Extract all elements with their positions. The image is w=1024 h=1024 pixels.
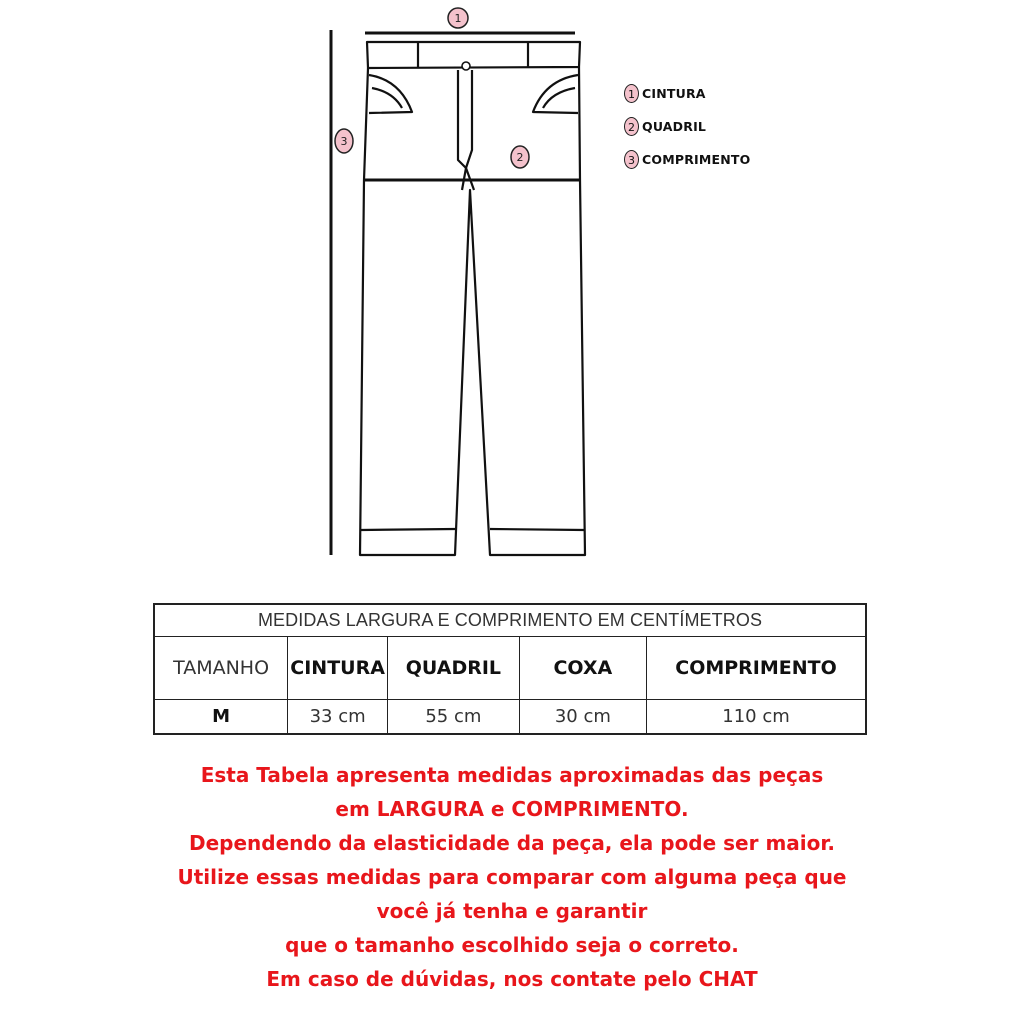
header-length: COMPRIMENTO bbox=[647, 637, 866, 700]
cell-length: 110 cm bbox=[647, 700, 866, 735]
notice-line-1: Esta Tabela apresenta medidas aproximadas das peças bbox=[200, 763, 824, 787]
marker-3 bbox=[335, 129, 353, 153]
legend-label-waist: CINTURA bbox=[642, 85, 706, 101]
legend-label-hip: QUADRIL bbox=[642, 118, 707, 134]
pants-outline bbox=[360, 42, 585, 555]
cell-waist: 33 cm bbox=[288, 700, 388, 735]
table-row bbox=[154, 700, 866, 735]
header-thigh: COXA bbox=[519, 637, 646, 700]
notice-line-5: você já tenha e garantir bbox=[376, 899, 648, 923]
marker-1 bbox=[448, 8, 468, 28]
table-header-row bbox=[154, 637, 866, 700]
legend-item-length bbox=[622, 148, 750, 170]
size-table bbox=[153, 603, 867, 735]
button-icon bbox=[462, 62, 470, 70]
legend-item-hip bbox=[622, 115, 750, 137]
legend-badge-2: 2 bbox=[624, 117, 639, 136]
legend-badge-3: 3 bbox=[624, 150, 639, 169]
notice-line-2: em LARGURA e COMPRIMENTO. bbox=[335, 797, 689, 821]
legend-item-waist bbox=[622, 82, 750, 104]
legend-badge-1: 1 bbox=[624, 84, 639, 103]
marker-2 bbox=[511, 146, 529, 168]
header-size: TAMANHO bbox=[154, 637, 288, 700]
notice-line-3: Dependendo da elasticidade da peça, ela pode ser maior. bbox=[189, 831, 835, 855]
header-waist: CINTURA bbox=[288, 637, 388, 700]
header-hip: QUADRIL bbox=[388, 637, 520, 700]
notice-line-7: Em caso de dúvidas, nos contate pelo CHAT bbox=[266, 967, 758, 991]
marker-2-label: 2 bbox=[516, 151, 524, 164]
cell-hip: 55 cm bbox=[388, 700, 520, 735]
legend-label-length: COMPRIMENTO bbox=[642, 151, 751, 167]
measurement-legend bbox=[622, 82, 750, 181]
cell-size: M bbox=[154, 700, 288, 735]
marker-1-label: 1 bbox=[454, 12, 462, 25]
notice-line-6: que o tamanho escolhido seja o correto. bbox=[285, 933, 739, 957]
marker-3-label: 3 bbox=[340, 135, 348, 148]
table-title: MEDIDAS LARGURA E COMPRIMENTO EM CENTÍMETROS bbox=[154, 604, 866, 637]
notice-line-4: Utilize essas medidas para comparar com alguma peça que bbox=[177, 865, 847, 889]
notice-text bbox=[112, 758, 912, 996]
cell-thigh: 30 cm bbox=[519, 700, 646, 735]
